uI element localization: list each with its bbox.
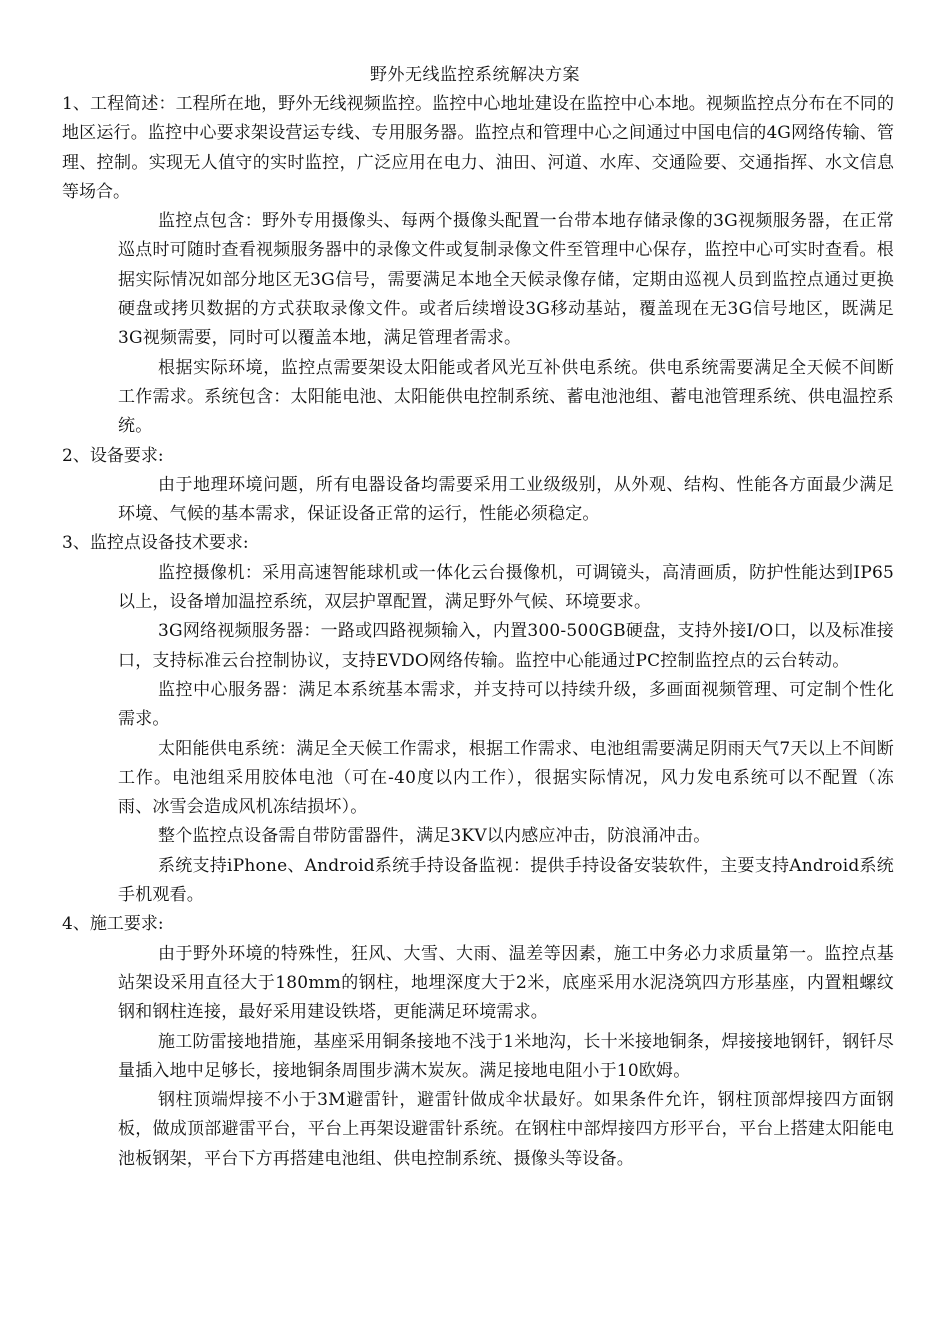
section-3-paragraph-5: 整个监控点设备需自带防雷器件，满足3KV以内感应冲击，防浪涌冲击。 <box>158 826 711 847</box>
section-2-body <box>62 471 894 530</box>
document-title: 野外无线监控系统解决方案 <box>370 65 580 85</box>
section-2-heading: 2、设备要求: <box>62 445 164 466</box>
section-3-paragraph-1: 监控摄像机：采用高速智能球机或一体化云台摄像机，可调镜头，高清画质，防护性能达到IP65以上，设备增加温控系统，双层护罩配置，满足野外气候、环境要求。 <box>118 562 894 613</box>
section-4-heading: 4、施工要求: <box>62 914 164 935</box>
section-4-paragraph-2: 施工防雷接地措施，基座采用铜条接地不浅于1米地沟，长十米接地铜条，焊接接地钢钎，钢钎尽量插入地中足够长，接地铜条周围步满木炭灰。满足接地电阻小于10欧姆。 <box>118 1031 894 1081</box>
section-1-intro: 1、工程简述：工程所在地，野外无线视频监控。监控中心地址建设在监控中心本地。视频监控点分布在不同的地区运行。监控中心要求架设营运专线、专用服务器。监控点和管理中心之间通过中国电信的4G网络传输、管理、控制。实现无人值守的实时监控，广泛应用在电力、油田、河道、水库、交通险要、交通指挥、水文信息等场合。 <box>62 94 894 202</box>
section-3-paragraph-4: 太阳能供电系统：满足全天候工作需求，根据工作需求、电池组需要满足阴雨天气7天以上不间断工作。电池组采用胶体电池（可在-40度以内工作），很据实际情况，风力发电系统可以不配置（冻雨、冰雪会造成风机冻结损坏）。 <box>118 738 894 818</box>
section-4-body <box>62 940 894 1174</box>
section-1-paragraph-2: 根据实际环境，监控点需要架设太阳能或者风光互补供电系统。供电系统需要满足全天候不间断工作需求。系统包含：太阳能电池、太阳能供电控制系统、蓄电池池组、蓄电池管理系统、供电温控系统。 <box>118 357 894 437</box>
section-1-body <box>62 207 894 441</box>
section-4-paragraph-1: 由于野外环境的特殊性，狂风、大雪、大雨、温差等因素，施工中务必力求质量第一。监控点基站架设采用直径大于180mm的钢柱，地埋深度大于2米，底座采用水泥浇筑四方形基座，内置粗螺纹钢和钢柱连接，最好采用建设铁塔，更能满足环境需求。 <box>118 943 894 1023</box>
section-3-heading: 3、监控点设备技术要求: <box>62 533 249 554</box>
section-3-body <box>62 559 894 911</box>
section-3-paragraph-2: 3G网络视频服务器：一路或四路视频输入，内置300-500GB硬盘，支持外接I/O口，以及标准接口，支持标准云台控制协议，支持EVDO网络传输。监控中心能通过PC控制监控点的云台转动。 <box>118 621 894 671</box>
section-3-paragraph-6: 系统支持iPhone、Android系统手持设备监视：提供手持设备安装软件，主要支持Android系统手机观看。 <box>118 855 894 906</box>
section-2-paragraph-1: 由于地理环境问题，所有电器设备均需要采用工业级级别，从外观、结构、性能各方面最少满足环境、气候的基本需求，保证设备正常的运行，性能必须稳定。 <box>118 474 894 525</box>
section-1-paragraph-1: 监控点包含：野外专用摄像头、每两个摄像头配置一台带本地存储录像的3G视频服务器，在正常巡点时可随时查看视频服务器中的录像文件或复制录像文件至管理中心保存，监控中心可实时查看。根据实际情况如部分地区无3G信号，需要满足本地全天候录像存储，定期由巡视人员到监控点通过更换硬盘或拷贝数据的方式获取录像文件。或者后续增设3G移动基站，覆盖现在无3G信号地区，既满足3G视频需要，同时可以覆盖本地，满足管理者需求。 <box>118 211 894 349</box>
section-3-paragraph-3: 监控中心服务器：满足本系统基本需求，并支持可以持续升级，多画面视频管理、可定制个性化需求。 <box>118 679 894 730</box>
document-body <box>62 90 894 1174</box>
section-4-paragraph-3: 钢柱顶端焊接不小于3M避雷针，避雷针做成伞状最好。如果条件允许，钢柱顶部焊接四方面钢板，做成顶部避雷平台，平台上再架设避雷针系统。在钢柱中部焊接四方形平台，平台上搭建太阳能电池板钢架，平台下方再搭建电池组、供电控制系统、摄像头等设备。 <box>118 1090 894 1169</box>
